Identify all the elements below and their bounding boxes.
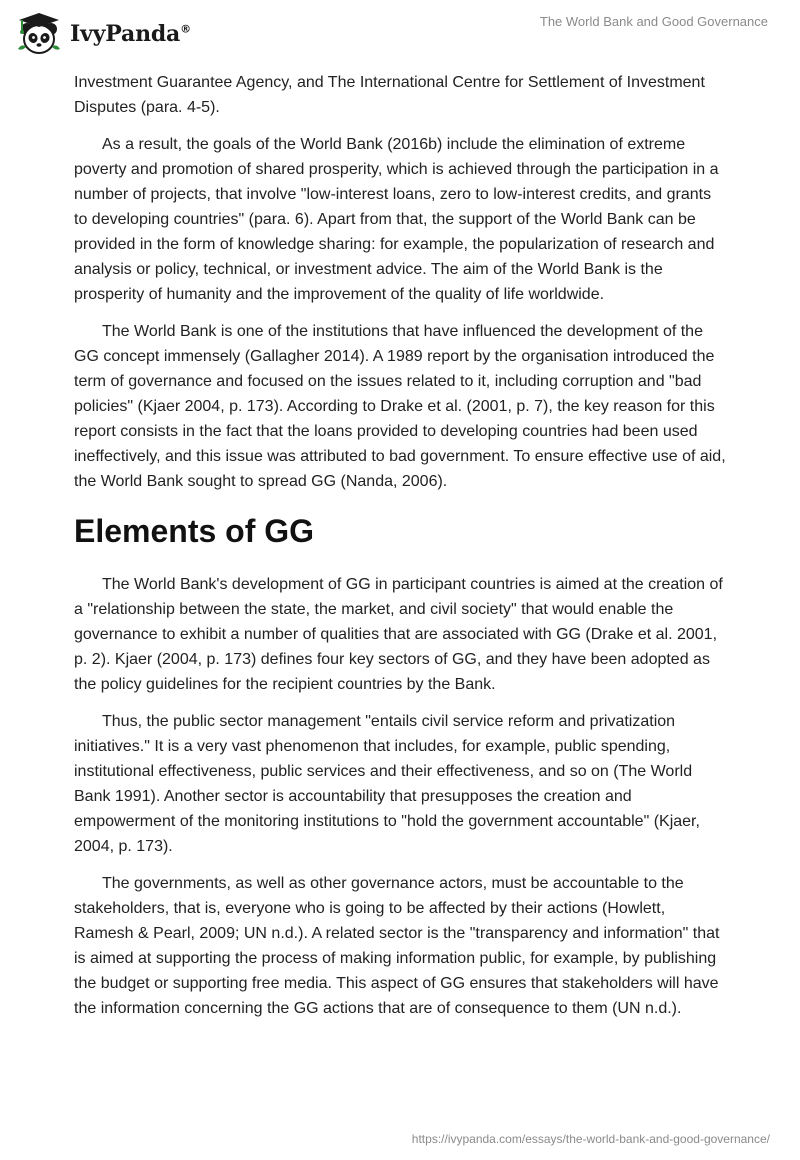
page-header	[0, 0, 800, 62]
document-title: The World Bank and Good Governance	[539, 14, 768, 29]
brand-name: IvyPanda®	[70, 21, 191, 47]
paragraph-5: The governments, as well as other governance actors, must be accountable to the stakeholders, that is, everyone who is going to be affected by their actions (Howlett, Ramesh & Pearl, 2009; UN n.d.). A related sector is the "transparency and information" that is aimed at supporting the process of making information public, for example, by publishing the budget or supporting free media. This aspect of GG ensures that stakeholders will have the information concerning the GG actions that are of consequence to them (UN n.d.).	[74, 875, 720, 1017]
ivypanda-logo[interactable]	[14, 8, 191, 58]
paragraph-2: The World Bank is one of the institutions that have influenced the development of the GG concept immensely (Gallagher 2014). A 1989 report by the organisation introduced the term of governance and focused on the issues related to it, including corruption and "bad policies" (Kjaer 2004, p. 173). According to Drake et al. (2001, p. 7), the key reason for this report consists in the fact that the loans provided to developing countries had been used ineffectively, and this issue was attributed to bad government. To ensure effective use of aid, the World Bank sought to spread GG (Nanda, 2006).	[74, 323, 726, 490]
paragraph-0: Investment Guarantee Agency, and The International Centre for Settlement of Investment Disputes (para. 4-5).	[74, 74, 705, 116]
section-heading: Elements of GG	[74, 513, 315, 549]
paragraph-4: Thus, the public sector management "entails civil service reform and privatization initiatives." It is a very vast phenomenon that includes, for example, public spending, institutional effectiveness, public services and their effectiveness, and so on (The World Bank 1991). Another sector is accountability that presupposes the creation and empowerment of the monitoring institutions to "hold the government accountable" (Kjaer, 2004, p. 173).	[74, 713, 700, 855]
paragraph-1: As a result, the goals of the World Bank (2016b) include the elimination of extreme poverty and promotion of shared prosperity, which is achieved through the participation in a number of projects, that involve "low-interest loans, zero to low-interest credits, and grants to developing countries" (para. 6). Apart from that, the support of the World Bank can be provided in the form of knowledge sharing: for example, the popularization of research and analysis or policy, technical, or investment advice. The aim of the World Bank is the prosperity of humanity and the improvement of the quality of life worldwide.	[74, 136, 719, 303]
essay-body	[74, 70, 726, 1033]
source-url[interactable]: https://ivypanda.com/essays/the-world-bank-and-good-governance/	[411, 1132, 770, 1146]
panda-graduate-icon	[14, 9, 64, 57]
paragraph-3: The World Bank's development of GG in participant countries is aimed at the creation of a "relationship between the state, the market, and civil society" that would enable the governance to exhibit a number of qualities that are associated with GG (Drake et al. 2001, p. 2). Kjaer (2004, p. 173) defines four key sectors of GG, and they have been adopted as the policy guidelines for the recipient countries by the Bank.	[74, 576, 723, 693]
